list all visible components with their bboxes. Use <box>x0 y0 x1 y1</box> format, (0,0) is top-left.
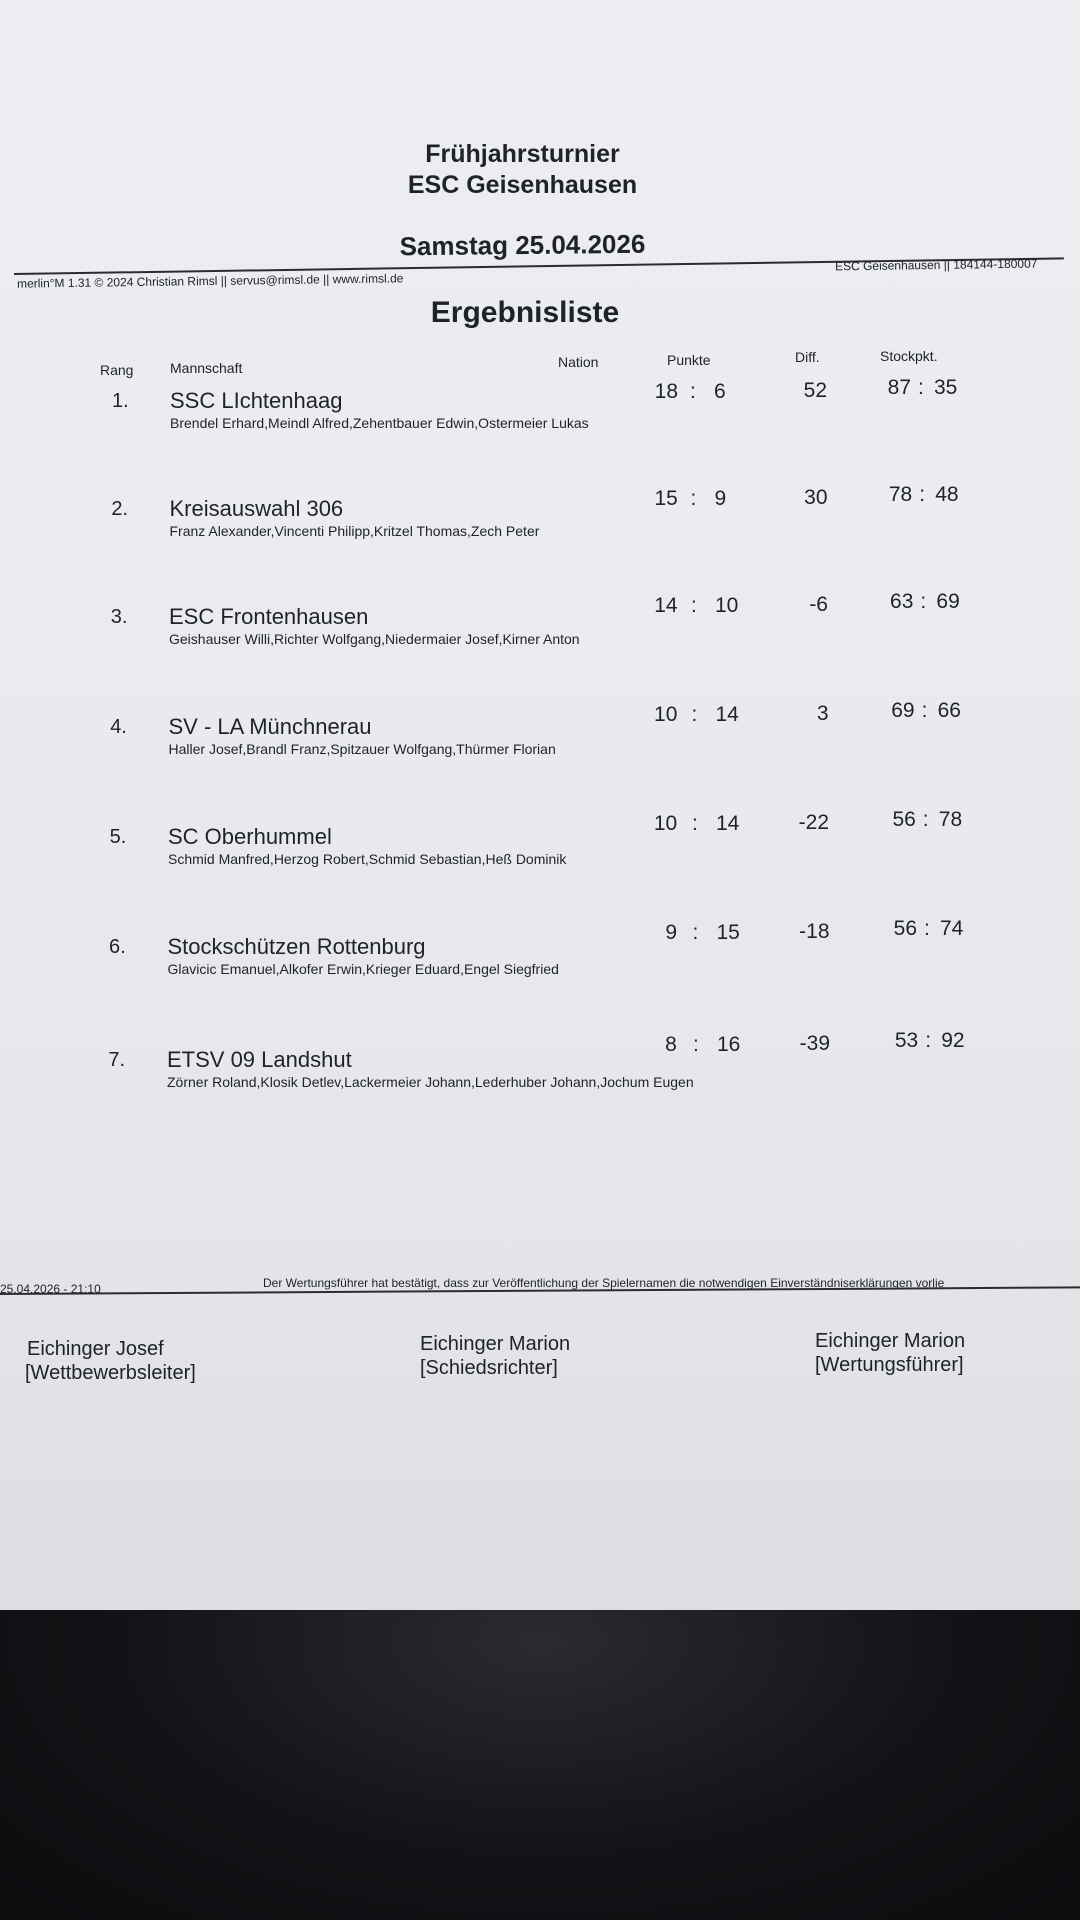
row-points-separator: : <box>690 487 697 510</box>
row-points-for: 10 <box>654 703 678 726</box>
column-header-punkte: Punkte <box>667 352 711 368</box>
row-points-against: 16 <box>717 1033 741 1056</box>
row-player-names: Glavicic Emanuel,Alkofer Erwin,Krieger Eduard,Engel Siegfried <box>167 961 559 977</box>
row-points-separator: : <box>692 812 698 835</box>
column-header-nation: Nation <box>558 354 599 370</box>
row-team-name: SC Oberhummel <box>168 824 332 849</box>
row-stock-separator: : <box>920 590 927 613</box>
row-team-name: ESC Frontenhausen <box>169 604 369 629</box>
print-timestamp: 25.04.2026 - 21:10 <box>0 1282 101 1296</box>
row-rank: 1. <box>112 390 129 412</box>
row-stock-separator: : <box>919 483 926 506</box>
row-team-name: Stockschützen Rottenburg <box>167 934 426 959</box>
column-header-diff: Diff. <box>795 349 820 365</box>
row-diff: -22 <box>798 811 829 834</box>
row-stock-for: 53 <box>894 1029 919 1052</box>
row-team-name: ETSV 09 Landshut <box>167 1047 352 1072</box>
row-diff: 52 <box>803 379 827 402</box>
row-stock-for: 63 <box>890 590 914 613</box>
column-header-mannschaft: Mannschaft <box>170 360 243 376</box>
row-points-for: 8 <box>665 1033 677 1056</box>
signature-role-schiedsrichter: [Schiedsrichter] <box>420 1357 558 1379</box>
row-stock-separator: : <box>922 808 929 831</box>
row-stock-for: 69 <box>891 699 915 722</box>
row-diff: -6 <box>809 593 828 616</box>
row-points-separator: : <box>693 1033 699 1056</box>
row-points-against: 10 <box>715 594 739 617</box>
row-stock-against: 92 <box>941 1029 965 1052</box>
tournament-date: Samstag 25.04.2026 <box>399 228 646 262</box>
row-points-separator: : <box>691 594 697 617</box>
row-stock-against: 35 <box>934 376 958 399</box>
row-stock-for: 56 <box>892 808 916 831</box>
row-points-separator: : <box>691 703 698 726</box>
signature-name-schiedsrichter: Eichinger Marion <box>420 1333 571 1355</box>
row-stock-separator: : <box>918 376 924 399</box>
row-stock-for: 56 <box>893 917 917 940</box>
row-points-against: 14 <box>715 703 739 726</box>
row-stock-against: 48 <box>935 483 959 506</box>
row-stock-separator: : <box>921 699 928 722</box>
row-points-for: 10 <box>653 812 678 835</box>
row-stock-against: 69 <box>936 590 960 613</box>
column-header-rang: Rang <box>100 362 134 378</box>
row-stock-for: 78 <box>888 483 913 506</box>
signature-name-wettbewerbsleiter: Eichinger Josef <box>27 1338 164 1360</box>
row-stock-against: 74 <box>940 917 964 940</box>
row-player-names: Zörner Roland,Klosik Detlev,Lackermeier Johann,Lederhuber Johann,Jochum Eugen <box>167 1074 694 1090</box>
row-points-for: 15 <box>654 487 678 510</box>
signature-role-wettbewerbsleiter: [Wettbewerbsleiter] <box>25 1362 196 1384</box>
row-rank: 2. <box>111 498 129 520</box>
row-player-names: Haller Josef,Brandl Franz,Spitzauer Wolfgang,Thürmer Florian <box>168 741 556 757</box>
row-points-separator: : <box>692 921 699 944</box>
row-team-name: Kreisauswahl 306 <box>169 496 344 521</box>
host-club-title: ESC Geisenhausen <box>407 171 638 199</box>
row-diff: -39 <box>799 1032 830 1055</box>
list-title: Ergebnisliste <box>430 296 620 329</box>
row-rank: 3. <box>110 606 128 628</box>
signature-role-wertungsfuehrer: [Wertungsführer] <box>815 1354 964 1376</box>
row-points-separator: : <box>690 380 696 403</box>
row-team-name: SSC LIchtenhaag <box>170 388 343 413</box>
row-stock-against: 66 <box>937 699 961 722</box>
row-team-name: SV - LA Münchnerau <box>168 714 372 739</box>
row-player-names: Franz Alexander,Vincenti Philipp,Kritzel Thomas,Zech Peter <box>169 523 540 539</box>
row-stock-separator: : <box>924 917 930 940</box>
row-rank: 5. <box>109 826 127 848</box>
tournament-title: Frühjahrsturnier <box>425 140 620 168</box>
signature-name-wertungsfuehrer: Eichinger Marion <box>815 1330 966 1352</box>
row-rank: 7. <box>108 1049 126 1071</box>
row-stock-against: 78 <box>938 808 963 831</box>
row-points-against: 15 <box>716 921 740 944</box>
row-diff: 30 <box>804 486 828 509</box>
dark-background <box>0 1610 1080 1920</box>
row-player-names: Schmid Manfred,Herzog Robert,Schmid Sebastian,Heß Dominik <box>168 851 567 867</box>
row-stock-separator: : <box>925 1029 932 1052</box>
row-rank: 4. <box>110 716 127 738</box>
row-points-against: 9 <box>714 487 727 510</box>
row-stock-for: 87 <box>887 376 911 399</box>
row-rank: 6. <box>109 936 126 958</box>
row-points-against: 14 <box>716 812 740 835</box>
row-diff: 3 <box>816 702 829 725</box>
row-points-for: 18 <box>654 380 678 403</box>
consent-notice: Der Wertungsführer hat bestätigt, dass zur Veröffentlichung der Spielernamen die notwendigen Einverständniserklärungen vorlie <box>263 1276 945 1290</box>
row-player-names: Geishauser Willi,Richter Wolfgang,Niedermaier Josef,Kirner Anton <box>169 631 580 647</box>
row-points-for: 14 <box>654 594 678 617</box>
column-header-stockpkt: Stockpkt. <box>880 348 938 364</box>
row-points-for: 9 <box>665 921 677 944</box>
row-diff: -18 <box>799 920 830 943</box>
software-credit: merlin°M 1.31 © 2024 Christian Rimsl || servus@rimsl.de || www.rimsl.de <box>16 271 404 291</box>
row-player-names: Brendel Erhard,Meindl Alfred,Zehentbauer Edwin,Ostermeier Lukas <box>170 415 589 431</box>
club-code: ESC Geisenhausen || 184144-180007 <box>834 256 1038 274</box>
row-points-against: 6 <box>714 380 726 403</box>
